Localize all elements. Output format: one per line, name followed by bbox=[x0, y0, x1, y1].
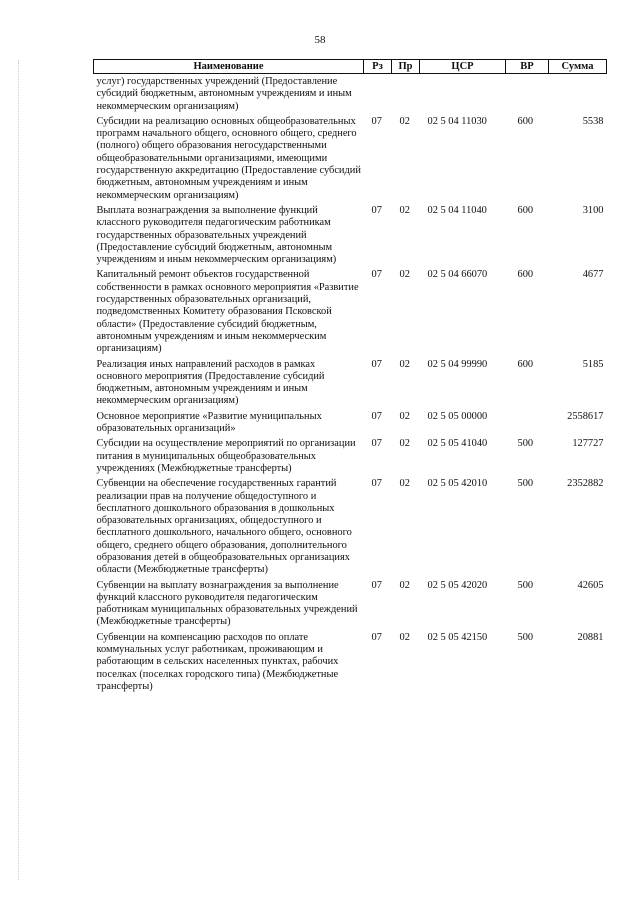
row-pr: 02 bbox=[399, 438, 410, 450]
row-pr: 02 bbox=[399, 269, 410, 281]
table-header-row bbox=[94, 60, 607, 74]
row-sum: 5538 bbox=[582, 115, 604, 127]
row-name: Реализация иных направлений расходов в рамках основного мероприятия (Предоставление субсидий бюджетным, автономным учреждениям и иным некоммерческим организациям) bbox=[96, 358, 325, 407]
row-vr: 500 bbox=[517, 438, 534, 450]
row-pr: 02 bbox=[399, 410, 410, 422]
header-name: Наименование bbox=[94, 60, 364, 74]
table-row bbox=[94, 205, 607, 269]
row-vr: 500 bbox=[517, 579, 534, 591]
row-sum bbox=[549, 74, 607, 116]
table-row bbox=[94, 74, 607, 116]
row-vr: 600 bbox=[517, 269, 534, 281]
row-rz: 07 bbox=[371, 478, 382, 490]
row-rz: 07 bbox=[371, 579, 382, 591]
row-csr: 02 5 05 42150 bbox=[427, 631, 488, 643]
header-rz: Рз bbox=[364, 60, 392, 74]
table-row bbox=[94, 580, 607, 632]
row-vr: 500 bbox=[517, 631, 534, 643]
row-csr: 02 5 04 11030 bbox=[427, 115, 487, 127]
table-row bbox=[94, 269, 607, 358]
table-row bbox=[94, 116, 607, 205]
header-vr: ВР bbox=[506, 60, 549, 74]
row-vr: 600 bbox=[517, 115, 534, 127]
row-name: Субвенции на обеспечение государственных гарантий реализации прав на получение общедоступного и бесплатного дошкольного образования в дошкольных образовательных организациях, общедоступного и бесплатного дошкольного, начального общего, основного общего, среднего общего образования, дополнительного образования детей в общеобразовательных организациях области (Межбюджетные трансферты) bbox=[96, 478, 352, 576]
row-csr bbox=[420, 74, 506, 116]
row-rz: 07 bbox=[371, 631, 382, 643]
header-sum: Сумма bbox=[549, 60, 607, 74]
row-name: Субвенции на компенсацию расходов по оплате коммунальных услуг работникам, проживающим и работающим в сельских населенных пунктах, рабочих поселках (поселках городского типа) (Межбюджетные трансферты) bbox=[96, 631, 339, 692]
row-csr: 02 5 04 99990 bbox=[427, 358, 488, 370]
row-rz: 07 bbox=[371, 204, 382, 216]
row-rz: 07 bbox=[371, 269, 382, 281]
row-csr: 02 5 05 41040 bbox=[427, 438, 488, 450]
row-sum: 4677 bbox=[582, 269, 604, 281]
row-name: Субсидии на осуществление мероприятий по организации питания в муниципальных общеобразовательных учреждениях (Межбюджетные трансферты) bbox=[96, 438, 356, 474]
row-vr: 500 bbox=[517, 478, 534, 490]
table-row bbox=[94, 411, 607, 439]
row-csr: 02 5 04 66070 bbox=[427, 269, 488, 281]
row-rz: 07 bbox=[371, 438, 382, 450]
row-sum: 20881 bbox=[577, 631, 604, 643]
row-csr: 02 5 04 11040 bbox=[427, 204, 487, 216]
row-name: Субвенции на выплату вознаграждения за выполнение функций классного руководителя педагогическим работникам муниципальных образовательных учреждений (Межбюджетные трансферты) bbox=[96, 579, 358, 628]
page-edge-mark bbox=[18, 60, 20, 880]
row-name: Капитальный ремонт объектов государственной собственности в рамках основного мероприятия «Развитие государственных образовательных организаций, подведомственных Комитету образования Псковской области» (Предоставление субсидий бюджетным, автономным учреждениям и иным некоммерческим организациям) bbox=[96, 269, 359, 355]
header-csr: ЦСР bbox=[420, 60, 506, 74]
row-vr bbox=[506, 411, 549, 439]
row-pr: 02 bbox=[399, 204, 410, 216]
row-rz bbox=[364, 74, 392, 116]
row-name: Основное мероприятие «Развитие муниципальных образовательных организаций» bbox=[96, 410, 322, 435]
row-rz: 07 bbox=[371, 358, 382, 370]
row-pr: 02 bbox=[399, 358, 410, 370]
row-sum: 127727 bbox=[572, 438, 604, 450]
row-name: Субсидии на реализацию основных общеобразовательных программ начального общего, основного общего, среднего (полного) общего образования негосударственными общеобразовательными организациями, имеющими государственную аккредитацию (Предоставление субсидий бюджетным, автономным учреждениям и иным некоммерческим организациям) bbox=[96, 115, 361, 201]
row-csr: 02 5 05 42010 bbox=[427, 478, 488, 490]
header-pr: Пр bbox=[392, 60, 420, 74]
row-name: Выплата вознаграждения за выполнение функций классного руководителя педагогическим работникам государственных образовательных учреждений (Предоставление субсидий бюджетным, автономным учреждениям и иным некоммерческим организациям) bbox=[96, 204, 337, 266]
row-csr: 02 5 05 42020 bbox=[427, 579, 488, 591]
row-sum: 5185 bbox=[582, 358, 604, 370]
row-pr: 02 bbox=[399, 478, 410, 490]
row-csr: 02 5 05 00000 bbox=[427, 410, 488, 422]
row-sum: 2558617 bbox=[567, 410, 604, 422]
row-pr bbox=[392, 74, 420, 116]
table-row bbox=[94, 478, 607, 579]
row-vr bbox=[506, 74, 549, 116]
row-pr: 02 bbox=[399, 579, 410, 591]
row-sum: 3100 bbox=[582, 204, 604, 216]
row-name: услуг) государственных учреждений (Предоставление субсидий бюджетным, автономным учреждениям и иным некоммерческим организациям) bbox=[96, 76, 352, 112]
row-sum: 42605 bbox=[577, 579, 604, 591]
budget-table bbox=[93, 59, 607, 693]
row-pr: 02 bbox=[399, 631, 410, 643]
table-row bbox=[94, 632, 607, 693]
row-rz: 07 bbox=[371, 115, 382, 127]
row-vr: 600 bbox=[517, 358, 534, 370]
row-pr: 02 bbox=[399, 115, 410, 127]
table-row bbox=[94, 438, 607, 478]
row-rz: 07 bbox=[371, 410, 382, 422]
row-vr: 600 bbox=[517, 204, 534, 216]
page-number: 58 bbox=[314, 34, 326, 46]
table-row bbox=[94, 359, 607, 411]
row-sum: 2352882 bbox=[567, 478, 604, 490]
